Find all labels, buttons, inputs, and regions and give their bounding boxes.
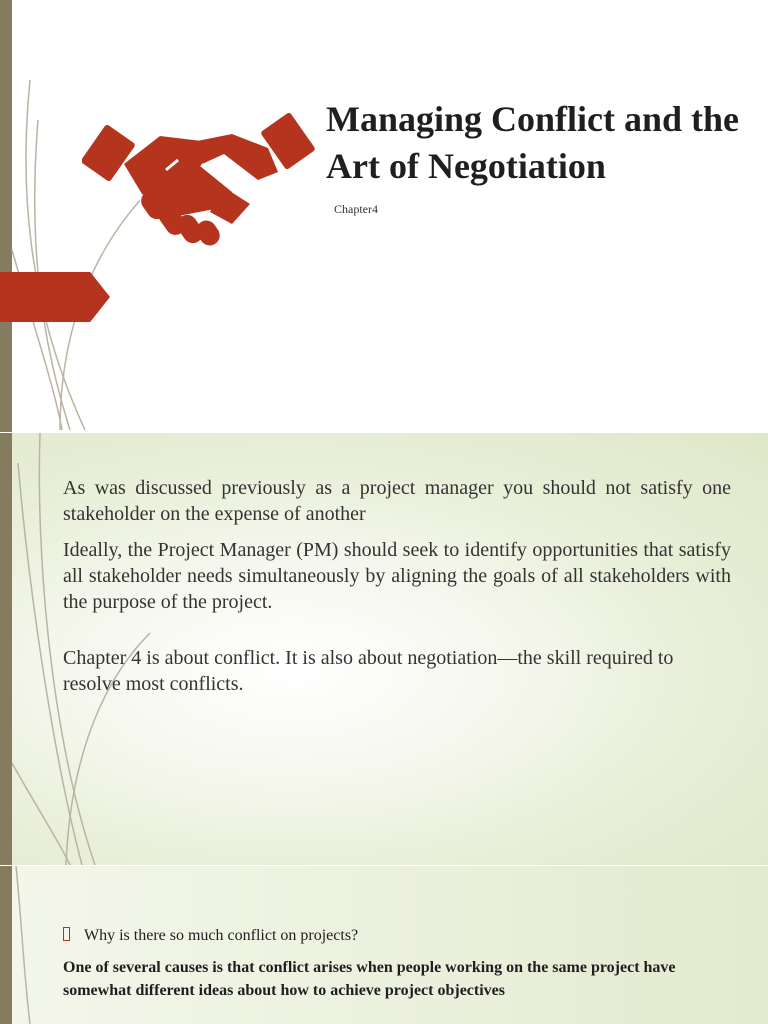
paragraph: As was discussed previously as a project manager you should not satisfy one stakeholder on the expense of another	[63, 477, 731, 525]
content-slide	[0, 433, 768, 865]
slide-body: One of several causes is that conflict arises when people working on the same project have somewhat different ideas about how to achieve project objectives	[63, 959, 676, 999]
red-arrow-tab	[0, 272, 110, 322]
bullet-icon	[63, 927, 70, 941]
decorative-vines	[0, 866, 60, 1024]
bullet-text: Why is there so much conflict on projects?	[84, 927, 359, 944]
content-slide	[0, 866, 768, 1024]
handshake-icon	[82, 108, 322, 258]
bullet-item	[63, 927, 358, 945]
paragraph: Ideally, the Project Manager (PM) should seek to identify opportunities that satisfy all stakeholder needs simultaneously by aligning the goals of all stakeholders with the purpose of the project.	[63, 539, 731, 613]
title-slide	[0, 0, 768, 432]
slide-title: Managing Conflict and the Art of Negotiation	[326, 99, 740, 186]
paragraph: Chapter 4 is about conflict. It is also about negotiation—the skill required to resolve most conflicts.	[63, 647, 674, 695]
slide-subtitle: Chapter4	[334, 202, 378, 216]
slide-body	[63, 475, 731, 697]
